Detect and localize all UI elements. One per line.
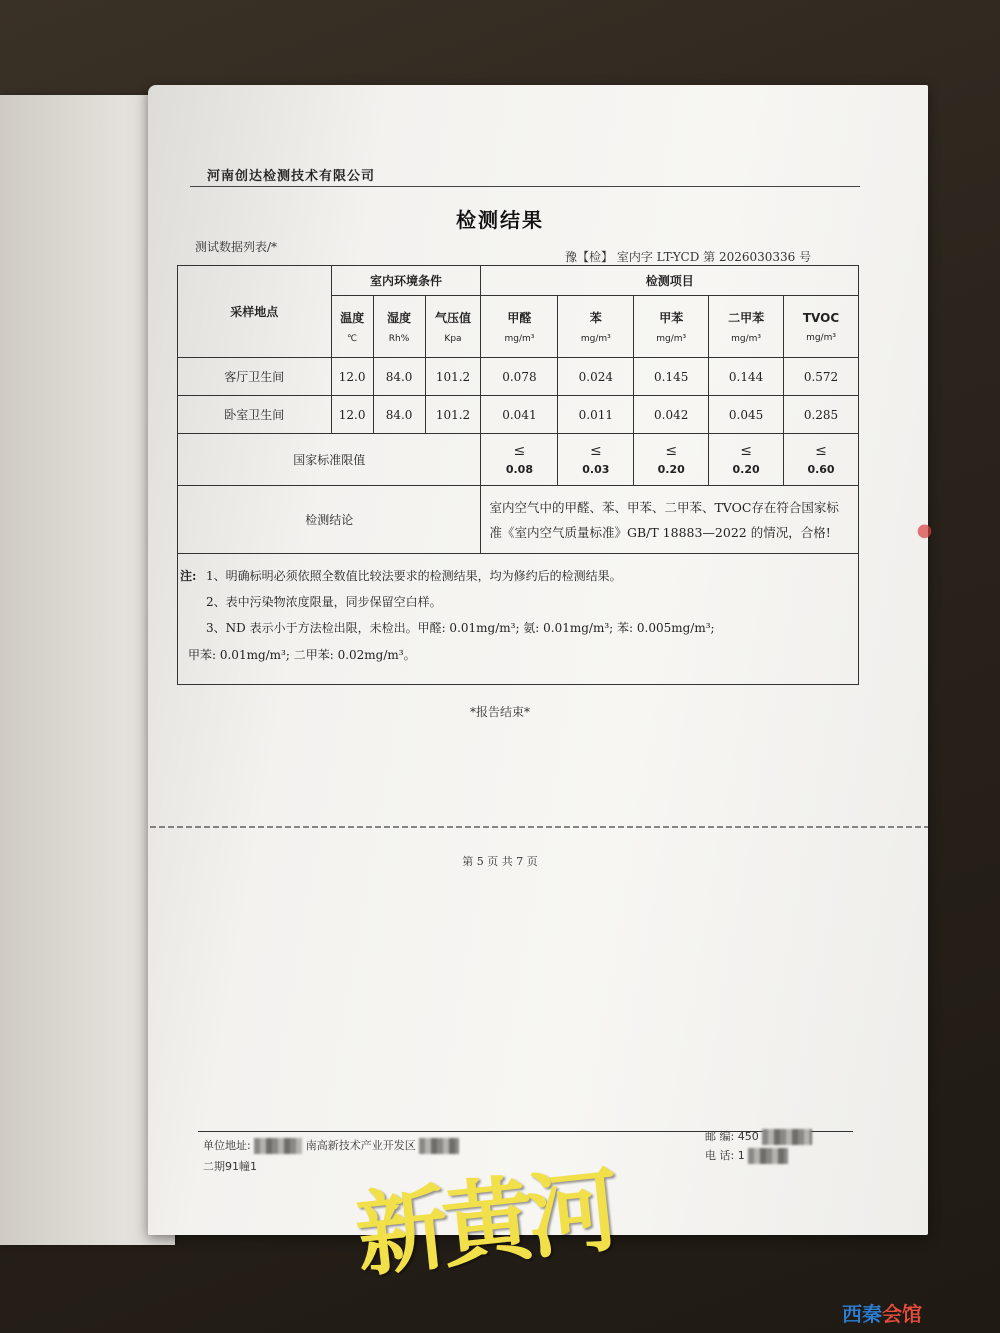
notes-box (177, 553, 859, 685)
row-temp: 12.0 (331, 396, 373, 434)
results-table (177, 265, 859, 554)
note-4: 甲苯: 0.01mg/m³; 二甲苯: 0.02mg/m³。 (188, 648, 416, 662)
red-stamp-edge: ● (914, 520, 935, 541)
conclusion-row (178, 486, 859, 554)
row-pressure: 101.2 (425, 396, 481, 434)
row-value: 0.572 (784, 358, 859, 396)
redacted-block (762, 1129, 812, 1145)
row-value: 0.045 (709, 396, 784, 434)
limit-cell: ≤ 0.20 (709, 434, 784, 486)
fold-line (150, 826, 928, 828)
row-value: 0.144 (709, 358, 784, 396)
limit-cell: ≤ 0.03 (558, 434, 634, 486)
note-1: 1、明确标明必须依照全数值比较法要求的检测结果，均为修约后的检测结果。 (206, 569, 622, 583)
header-rule (190, 186, 860, 187)
footer-address: 单位地址: 南高新技术产业开发区 (203, 1137, 459, 1154)
redacted-block (748, 1148, 788, 1164)
table-caption: 测试数据列表/* (195, 240, 278, 254)
notes-prefix: 注: (180, 569, 197, 583)
limit-cell: ≤ 0.60 (784, 434, 859, 486)
note-2: 2、表中污染物浓度限量，同步保留空白样。 (206, 595, 442, 609)
conclusion-label: 检测结论 (178, 486, 481, 554)
row-value: 0.285 (784, 396, 859, 434)
header-formaldehyde: 甲醛 mg/m³ (481, 296, 558, 358)
company-name: 河南创达检测技术有限公司 (207, 169, 376, 184)
limit-cell: ≤ 0.20 (634, 434, 709, 486)
header-pressure: 气压值 Kpa (425, 296, 481, 358)
table-row (178, 358, 859, 396)
row-temp: 12.0 (331, 358, 373, 396)
row-value: 0.011 (558, 396, 634, 434)
header-benzene: 苯 mg/m³ (558, 296, 634, 358)
redacted-block (419, 1138, 459, 1154)
page-number: 第 5 页 共 7 页 (462, 855, 538, 868)
row-location: 客厅卫生间 (178, 358, 332, 396)
limits-row (178, 434, 859, 486)
header-xylene: 二甲苯 mg/m³ (709, 296, 784, 358)
header-tvoc: TVOC mg/m³ (784, 296, 859, 358)
watermark-logo: 新黄河 (350, 1155, 619, 1291)
conclusion-text: 室内空气中的甲醛、苯、甲苯、二甲苯、TVOC存在符合国家标准《室内空气质量标准》GB/T 18883—2022 的情况，合格! (481, 486, 859, 554)
header-items-group: 检测项目 (481, 266, 859, 296)
corner-logo: 西秦会馆 (842, 1302, 922, 1326)
limit-cell: ≤ 0.08 (481, 434, 558, 486)
row-value: 0.078 (481, 358, 558, 396)
row-location: 卧室卫生间 (178, 396, 332, 434)
header-env-group: 室内环境条件 (331, 266, 481, 296)
row-humidity: 84.0 (373, 396, 425, 434)
row-value: 0.041 (481, 396, 558, 434)
row-value: 0.145 (634, 358, 709, 396)
report-number: 豫【检】 室内字 LT-YCD 第 2026030336 号 (565, 250, 812, 264)
header-location: 采样地点 (178, 266, 332, 358)
footer-phone: 电 话: 1 (705, 1147, 788, 1164)
header-temp: 温度 ℃ (331, 296, 373, 358)
row-value: 0.042 (634, 396, 709, 434)
row-pressure: 101.2 (425, 358, 481, 396)
limits-label: 国家标准限值 (178, 434, 481, 486)
footer-postcode: 邮 编: 450 (705, 1128, 812, 1145)
report-end-mark: *报告结束* (469, 705, 530, 719)
row-humidity: 84.0 (373, 358, 425, 396)
footer-address-line2: 二期91幢1 (203, 1160, 257, 1173)
header-toluene: 甲苯 mg/m³ (634, 296, 709, 358)
redacted-block (254, 1138, 302, 1154)
note-3: 3、ND 表示小于方法检出限，未检出。甲醛: 0.01mg/m³; 氨: 0.01mg/m³; 苯: 0.005mg/m³; (206, 621, 715, 635)
header-humidity: 湿度 Rh% (373, 296, 425, 358)
table-row (178, 396, 859, 434)
row-value: 0.024 (558, 358, 634, 396)
page-title: 检测结果 (456, 208, 544, 232)
